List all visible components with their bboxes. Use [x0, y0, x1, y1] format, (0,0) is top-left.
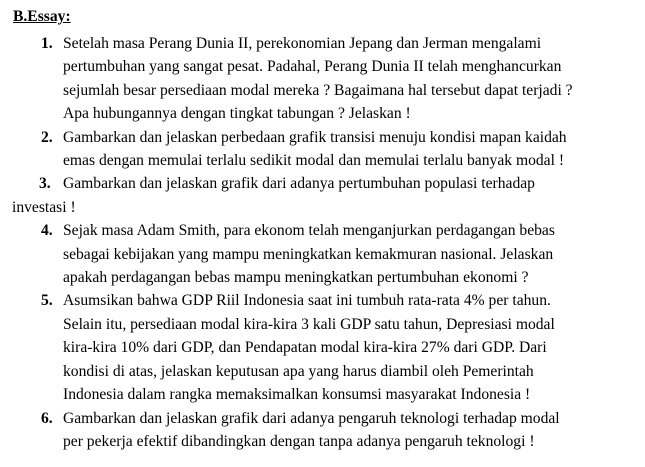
section-title-text: B.Essay [13, 8, 66, 25]
question-text [63, 289, 637, 406]
question-2 [12, 126, 637, 173]
question-number: 6. [41, 409, 53, 427]
question-line: Selain itu, persediaan modal kira-kira 3 kali GDP satu tahun, Depresiasi modal [63, 315, 555, 333]
question-text: Gambarkan dan jelaskan grafik dari adanya pertumbuhan populasi terhadap [63, 175, 535, 193]
question-3 [12, 172, 637, 219]
section-title [13, 5, 637, 28]
question-line [39, 172, 637, 195]
question-line: pertumbuhan yang sangat pesat. Padahal, Perang Dunia II telah menghancurkan [63, 58, 562, 76]
question-text [63, 32, 637, 126]
question-5 [12, 289, 637, 406]
question-line: kondisi di atas, jelaskan keputusan apa yang harus diambil oleh Pemerintah [63, 362, 534, 380]
question-line: Sejak masa Adam Smith, para ekonom telah menganjurkan perdagangan bebas [63, 222, 555, 240]
question-line: sejumlah besar persediaan modal mereka ? Bagaimana hal tersebut dapat terjadi ? [63, 81, 573, 99]
question-line: apakah perdagangan bebas mampu meningkatkan pertumbuhan ekonomi ? [63, 269, 529, 287]
question-6 [12, 407, 637, 454]
question-number: 4. [41, 222, 53, 240]
question-text [63, 219, 637, 289]
question-line: Setelah masa Perang Dunia II, perekonomian Jepang dan Jerman mengalami [63, 35, 542, 52]
question-line: emas dengan memulai terlalu sedikit modal dan memulai terlalu banyak modal ! [63, 152, 565, 170]
question-number: 2. [41, 128, 53, 146]
question-text [63, 407, 637, 454]
question-line: investasi ! [12, 198, 76, 216]
question-line: Gambarkan dan jelaskan grafik dari adanya pengaruh teknologi terhadap modal [63, 409, 560, 427]
question-line: Asumsikan bahwa GDP Riil Indonesia saat ini tumbuh rata-rata 4% per tahun. [63, 292, 551, 310]
question-number: 1. [41, 35, 53, 52]
section-title-colon: : [65, 8, 71, 25]
question-line: Indonesia dalam rangka memaksimalkan konsumsi masyarakat Indonesia ! [63, 386, 531, 404]
question-line: per pekerja efektif dibandingkan dengan tanpa adanya pengaruh teknologi ! [63, 432, 535, 450]
question-1 [12, 32, 637, 126]
question-line: Gambarkan dan jelaskan perbedaan grafik transisi menuju kondisi mapan kaidah [63, 128, 567, 146]
question-line: kira-kira 10% dari GDP, dan Pendapatan modal kira-kira 27% dari GDP. Dari [63, 339, 547, 357]
question-line: sebagai kebijakan yang mampu meningkatkan kemakmuran nasional. Jelaskan [63, 245, 554, 263]
question-line: Apa hubungannya dengan tingkat tabungan ? Jelaskan ! [63, 105, 411, 123]
question-number: 3. [39, 175, 51, 193]
question-number: 5. [41, 292, 53, 310]
question-4 [12, 219, 637, 289]
question-text [63, 126, 637, 173]
